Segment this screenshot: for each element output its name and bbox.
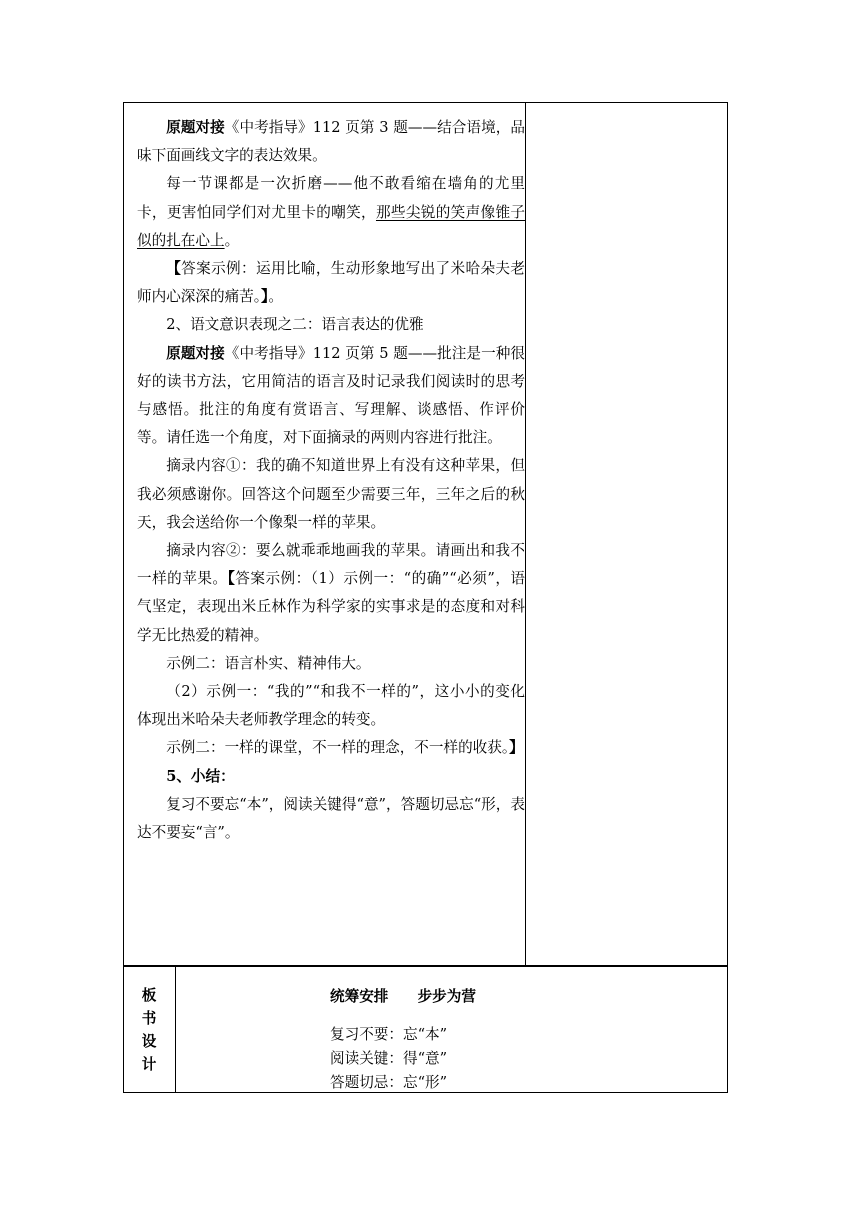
board-design-content: [176, 967, 728, 1093]
table-border-right: [727, 102, 728, 1093]
paragraph-text: （2）示例一：“我的”“和我不一样的”，这小小的变化体现出米哈朵夫老师教学理念的转变。: [137, 683, 525, 729]
board-line: 复习不要：忘“本”: [330, 1026, 448, 1043]
paragraph-11: [137, 763, 525, 791]
paragraph-text: 复习不要忘“本”，阅读关键得“意”，答题切忌忘“形，表达不要妄“言”。: [137, 795, 525, 842]
board-label-char: 设: [141, 1033, 157, 1050]
paragraph-tail: 答案示例：（1）示例一：“的确”“必须”，语气坚定，表现出米丘林作为科学家的实事求是的态度和对科学无比热爱的精神。: [137, 570, 525, 644]
board-line: 答题切忌：忘“形”: [330, 1074, 448, 1091]
paragraph-text: 答案示例：运用比喻，生动形象地写出了米哈朵夫老师内心深深的痛苦。: [137, 260, 525, 306]
paragraph-text: 摘录内容②：要么就乖乖地画我的苹果。请画出和我不一样的苹果。: [137, 542, 525, 588]
notes-cell: [526, 103, 727, 965]
paragraph-text: 每一节课都是一次折磨——他不敢看缩在墙角的尤里卡，更害怕同学们对尤里卡的嘲笑，: [137, 175, 525, 221]
summary-heading: 5、小结：: [166, 767, 235, 785]
paragraph-6: [137, 452, 525, 537]
paragraph-text: 《中考指导》112 页第 3 题——结合语境，品味下面画线文字的表达效果。: [137, 119, 525, 165]
paragraph-1: [137, 114, 525, 170]
lesson-content-cell: [123, 102, 526, 965]
paragraph-2: [137, 170, 525, 255]
board-label-char: 板: [141, 987, 157, 1004]
bold-bracket-close: 】: [261, 288, 269, 306]
paragraph-4: [137, 311, 525, 339]
bold-lead: 原题对接: [166, 119, 225, 136]
paragraph-5: [137, 340, 525, 453]
paragraph-tail: 。: [224, 231, 240, 249]
paragraph-text: 《中考指导》112 页第 5 题——批注是一种很好的读书方法，它用简洁的语言及时记录我们阅读时的思考与感悟。批注的角度有赏语言、写理解、谈感悟、作评价等。请任选一个角度，对下面摘录的两则内容进行批注。: [137, 344, 525, 447]
paragraph-tail: 。: [268, 288, 283, 306]
paragraph-text: 摘录内容①：我的确不知道世界上有没有这种苹果，但我必须感谢你。回答这个问题至少需要三年，三年之后的秋天，我会送给你一个像梨一样的苹果。: [137, 457, 525, 531]
paragraph-text: 2、语文意识表现之二：语言表达的优雅: [166, 316, 424, 334]
paragraph-7: [137, 537, 525, 650]
board-line: 阅读关键：得“意”: [330, 1050, 448, 1067]
bold-bracket-open: 【: [166, 260, 182, 278]
bold-bracket-close: 】: [509, 739, 524, 757]
paragraph-3: [137, 255, 525, 311]
paragraph-text: 示例二：一样的课堂，不一样的理念，不一样的收获。: [166, 739, 510, 757]
board-label-char: 计: [141, 1056, 157, 1073]
board-title: 统筹安排 步步为营: [330, 988, 476, 1005]
board-design-label: [123, 967, 175, 1093]
bold-bracket-open: 【: [227, 570, 236, 588]
paragraph-12: [137, 791, 525, 847]
paragraph-9: [137, 678, 525, 734]
paragraph-10: [137, 734, 525, 762]
board-label-char: 书: [141, 1010, 157, 1027]
paragraph-8: [137, 650, 525, 678]
lesson-content: [137, 114, 525, 847]
bold-lead: 原题对接: [166, 344, 225, 362]
underlined-text: 那些尖锐的笑声像锥子似的扎在心上: [137, 203, 525, 249]
paragraph-text: 示例二：语言朴实、精神伟大。: [166, 654, 371, 672]
